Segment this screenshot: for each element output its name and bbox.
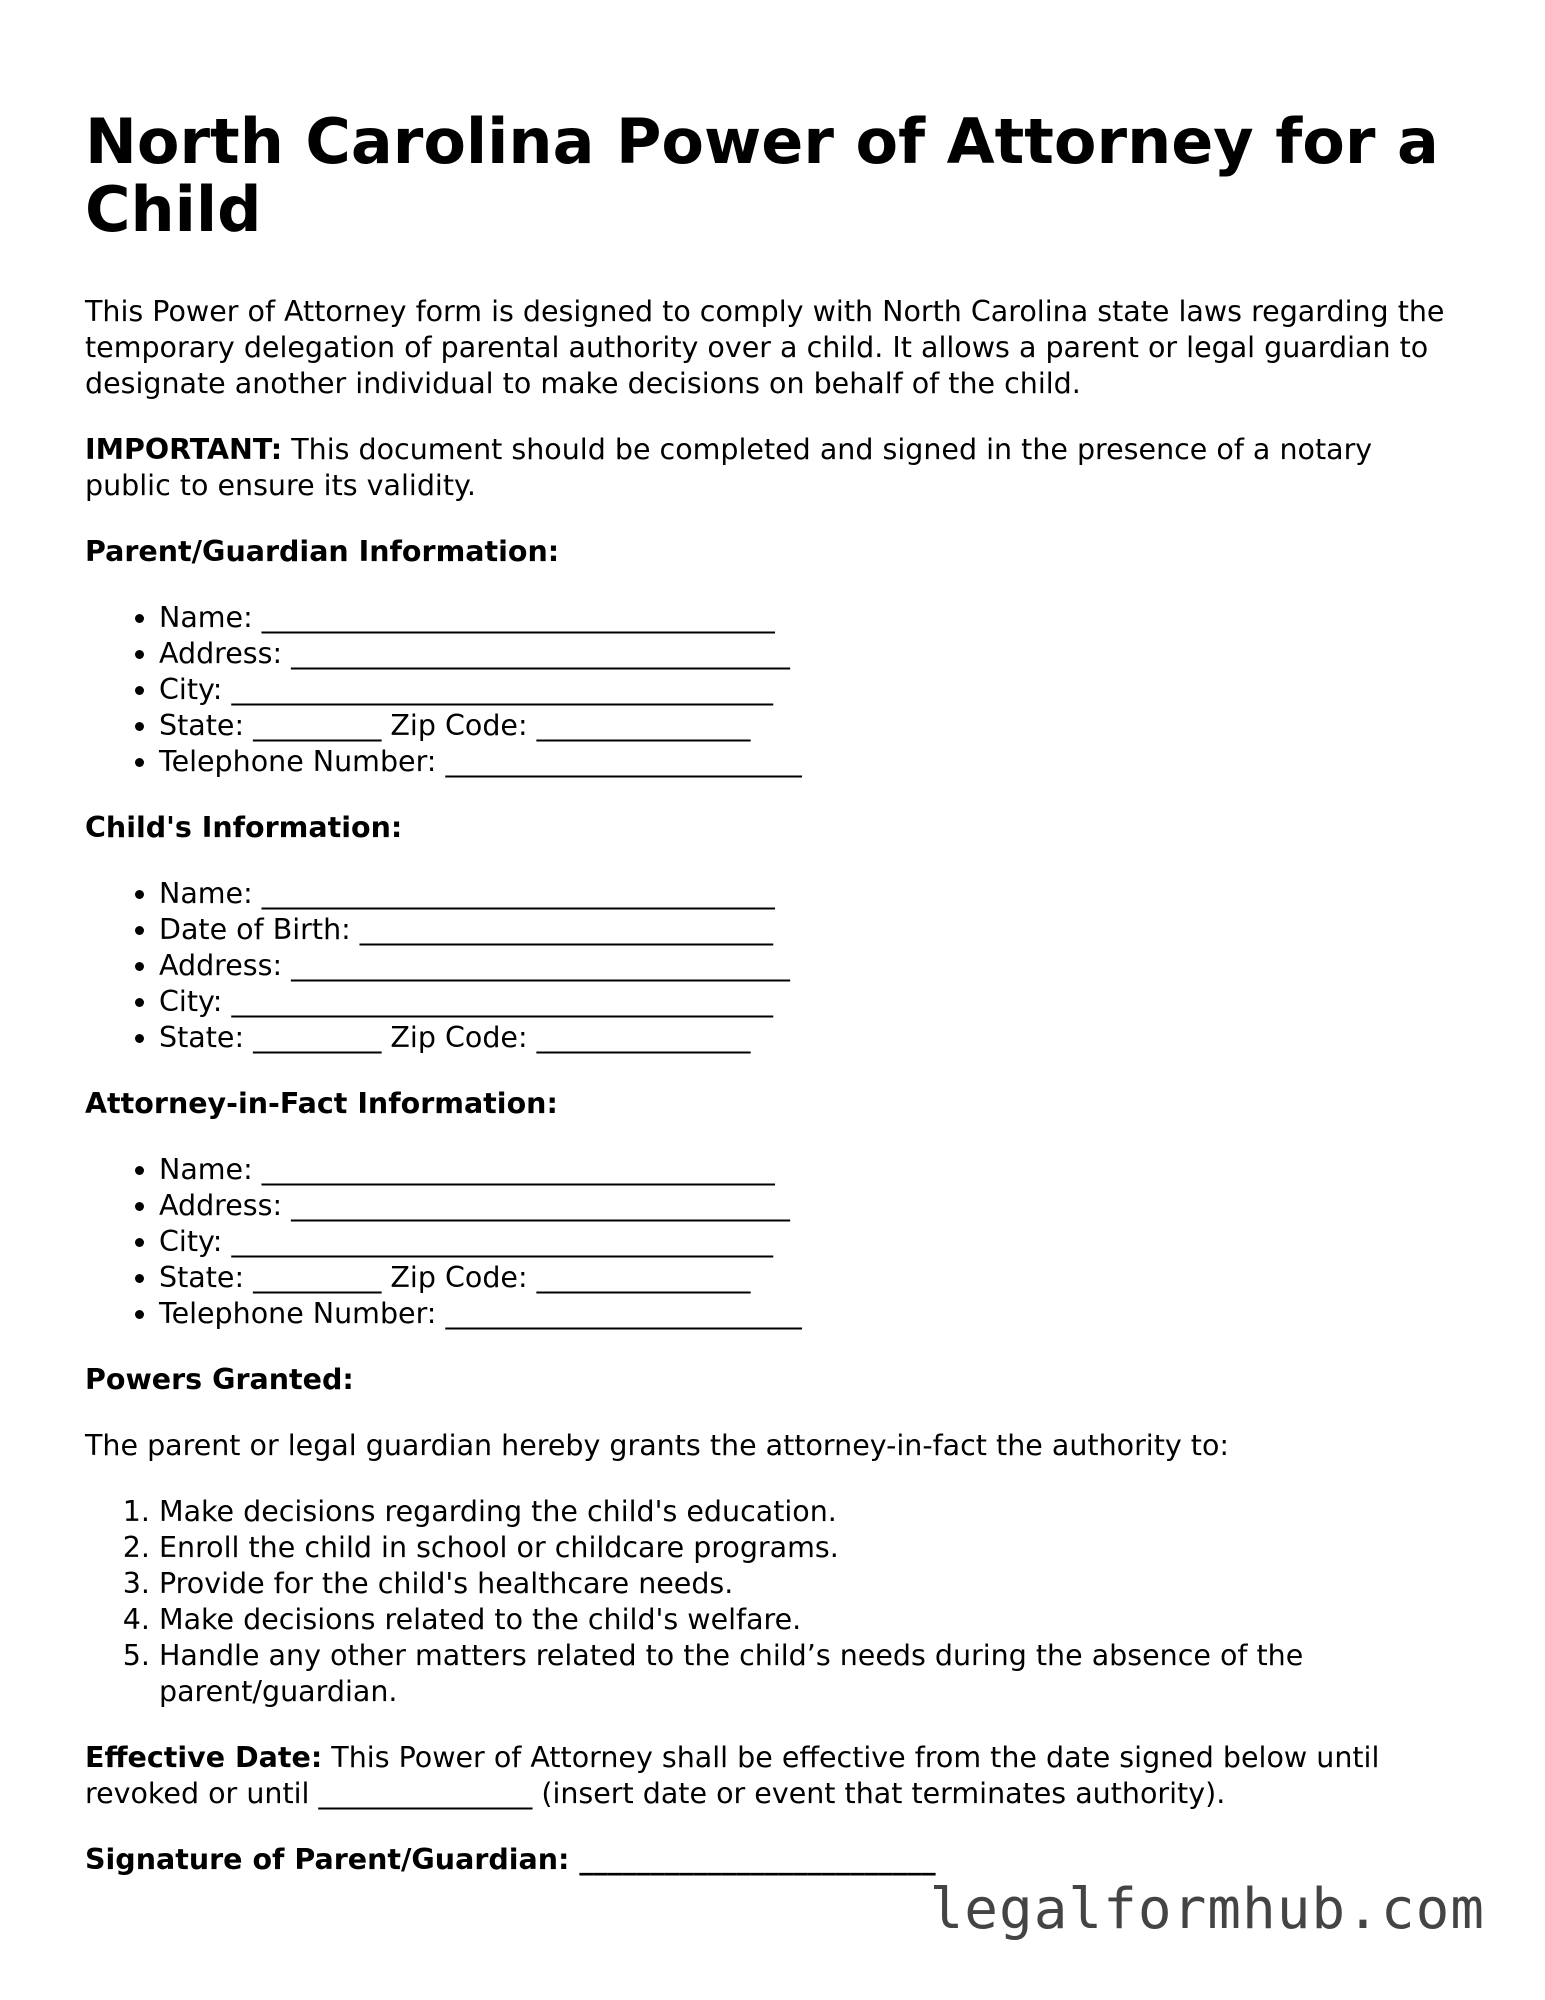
- child-heading: Child's Information:: [85, 811, 403, 844]
- parent-city-field[interactable]: • City: ______________________________________: [159, 672, 1465, 708]
- powers-heading: Powers Granted:: [85, 1363, 354, 1396]
- attorney-heading: Attorney-in-Fact Information:: [85, 1087, 558, 1120]
- child-info-list: [85, 876, 1465, 1056]
- signature-field[interactable]: _________________________: [569, 1843, 936, 1876]
- power-item-enroll: 2. Enroll the child in school or childcare programs.: [159, 1530, 1465, 1566]
- signature-line: [85, 1842, 1465, 1878]
- power-item-healthcare: 3. Provide for the child's healthcare needs.: [159, 1566, 1465, 1602]
- parent-state-zip-field[interactable]: • State: _________ Zip Code: _______________: [159, 708, 1465, 744]
- watermark-logo: legalformhub.com: [929, 1877, 1485, 1942]
- document-title: North Carolina Power of Attorney for a Child: [85, 105, 1439, 246]
- child-city-field[interactable]: • City: ______________________________________: [159, 984, 1465, 1020]
- child-state-zip-field[interactable]: • State: _________ Zip Code: _______________: [159, 1020, 1465, 1056]
- effective-date: [85, 1740, 1465, 1812]
- important-notice: [85, 432, 1465, 504]
- parent-info-list: [85, 600, 1465, 780]
- attorney-info-list: [85, 1152, 1465, 1332]
- child-name-field[interactable]: • Name: ____________________________________: [159, 876, 1465, 912]
- parent-name-field[interactable]: • Name: ____________________________________: [159, 600, 1465, 636]
- attorney-address-field[interactable]: • Address: ___________________________________: [159, 1188, 1465, 1224]
- effective-label: Effective Date:: [85, 1741, 323, 1774]
- important-text: This document should be completed and signed in the presence of a notary public to ensure its validity.: [85, 433, 1373, 502]
- child-dob-field[interactable]: • Date of Birth: _____________________________: [159, 912, 1465, 948]
- attorney-state-zip-field[interactable]: • State: _________ Zip Code: _______________: [159, 1260, 1465, 1296]
- child-address-field[interactable]: • Address: ___________________________________: [159, 948, 1465, 984]
- document-page: [85, 105, 1465, 1908]
- powers-intro: The parent or legal guardian hereby grants the attorney-in-fact the authority to:: [85, 1429, 1230, 1462]
- parent-telephone-field[interactable]: • Telephone Number: _________________________: [159, 744, 1465, 780]
- power-item-other: 5. Handle any other matters related to the child’s needs during the absence of the parent/guardian.: [159, 1638, 1465, 1710]
- attorney-city-field[interactable]: • City: ______________________________________: [159, 1224, 1465, 1260]
- parent-address-field[interactable]: • Address: ___________________________________: [159, 636, 1465, 672]
- parent-heading: Parent/Guardian Information:: [85, 535, 560, 568]
- power-item-welfare: 4. Make decisions related to the child's welfare.: [159, 1602, 1465, 1638]
- intro-paragraph: This Power of Attorney form is designed to comply with North Carolina state laws regarding the temporary delegation of parental authority over a child. It allows a parent or legal guardian to designate another individual to make decisions on behalf of the child.: [85, 295, 1445, 400]
- important-label: IMPORTANT:: [85, 433, 283, 466]
- effective-text[interactable]: This Power of Attorney shall be effective from the date signed below until revoked or until _______________ (insert date or event that terminates authority).: [85, 1741, 1380, 1810]
- power-item-education: 1. Make decisions regarding the child's education.: [159, 1494, 1465, 1530]
- attorney-telephone-field[interactable]: • Telephone Number: _________________________: [159, 1296, 1465, 1332]
- attorney-name-field[interactable]: • Name: ____________________________________: [159, 1152, 1465, 1188]
- signature-label: Signature of Parent/Guardian:: [85, 1843, 570, 1876]
- powers-list: [85, 1494, 1465, 1710]
